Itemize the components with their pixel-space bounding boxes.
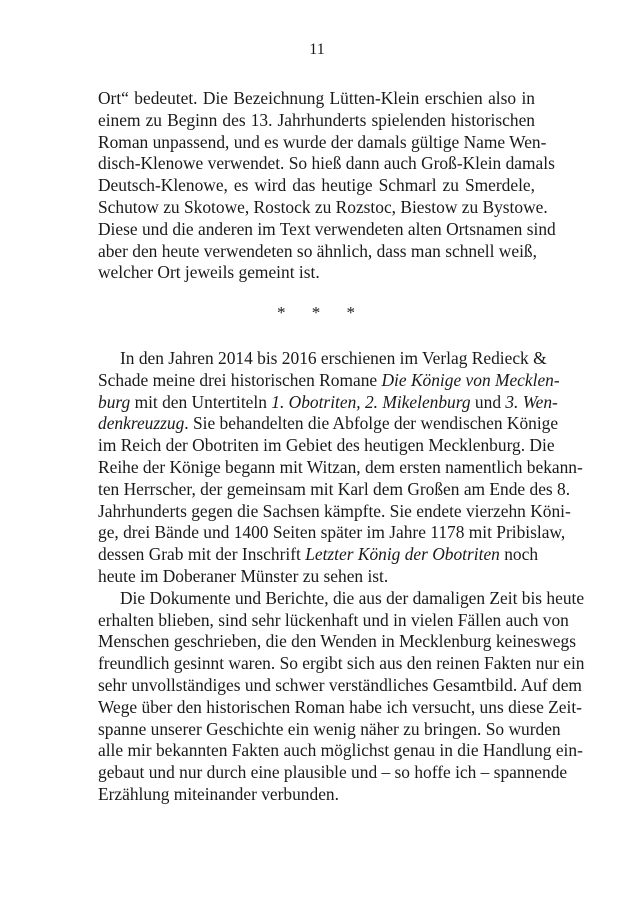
text-line: Menschen geschrieben, die den Wenden in Mecklenburg keineswegs (98, 631, 576, 652)
text-segment: und (470, 391, 506, 412)
paragraph-novels (98, 348, 585, 806)
text-line: im Reich der Obotriten im Gebiet des heutigen Mecklenburg. Die (98, 435, 555, 456)
text-line: Die Dokumente und Berichte, die aus der damaligen Zeit bis heute (120, 587, 585, 608)
subtitle-names: 1. Obotriten, 2. Mikelenburg (271, 391, 471, 412)
text-line: Ort“ bedeutet. Die Bezeichnung Lütten-Klein erschien also in (98, 88, 535, 108)
text-segment: . Sie behandelten die Abfolge der wendischen Könige (184, 413, 559, 434)
text-line (98, 369, 560, 392)
text-line: spanne unserer Geschichte ein wenig näher zu bringen. So wurden (98, 718, 561, 739)
book-title: Die Könige von Mecklen- (381, 369, 560, 390)
text-line: Deutsch-Klenowe, es wird das heutige Schmarl zu Smerdele, (98, 175, 535, 196)
text-line (98, 413, 559, 435)
text-line: sehr unvollständiges und schwer verständliches Gesamtbild. Auf dem (98, 674, 582, 695)
text-line: disch-Klenowe verwendet. So hieß dann auch Groß-Klein damals (98, 153, 555, 174)
text-segment: dessen Grab mit der Inschrift (98, 544, 306, 565)
text-line: Roman unpassend, und es wurde der damals gültige Name Wen- (98, 131, 547, 152)
paragraph-place-names (98, 88, 556, 284)
text-segment: Schade meine drei historischen Romane (98, 369, 382, 390)
text-line: alle mir bekannten Fakten auch möglichst genau in die Handlung ein- (98, 740, 583, 761)
text-line (98, 544, 539, 566)
page-number: 11 (309, 41, 325, 58)
text-line: aber den heute verwendeten so ähnlich, dass man schnell weiß, (98, 240, 537, 261)
book-title: burg (98, 391, 131, 412)
text-line: Reihe der Könige begann mit Witzan, dem ersten namentlich bekann- (98, 456, 583, 477)
text-line: welcher Ort jeweils gemeint ist. (98, 262, 320, 283)
text-line: Wege über den historischen Roman habe ich versucht, uns diese Zeit- (98, 696, 582, 717)
text-line: gebaut und nur durch eine plausible und – so hoffe ich – spannende (98, 762, 568, 783)
text-line: ge, drei Bände und 1400 Seiten später im Jahre 1178 mit Pribislaw, (98, 522, 566, 543)
text-line: freundlich gesinnt waren. So ergibt sich aus den reinen Fakten nur ein (98, 653, 585, 674)
text-line: Diese und die anderen im Text verwendeten alten Ortsnamen sind (98, 218, 556, 239)
text-segment: noch (499, 544, 539, 565)
section-separator: * * * (277, 303, 357, 322)
text-line: Schutow zu Skotowe, Rostock zu Rozstoc, Biestow zu Bystowe. (98, 196, 548, 217)
text-line: ten Herrscher, der gemeinsam mit Karl dem Großen am Ende des 8. (98, 478, 571, 499)
text-line: Erzählung miteinander verbunden. (98, 783, 339, 804)
text-line: Jahrhunderts gegen die Sachsen kämpfte. Sie endete vierzehn Köni- (98, 500, 571, 521)
text-line: einem zu Beginn des 13. Jahrhunderts spielenden historischen (98, 109, 535, 130)
text-line: In den Jahren 2014 bis 2016 erschienen im Verlag Redieck & (120, 348, 547, 368)
text-line: erhalten blieben, sind sehr lückenhaft und in vielen Fällen auch von (98, 609, 569, 630)
text-line: heute im Doberaner Münster zu sehen ist. (98, 565, 389, 586)
subtitle-names: 3. Wen- (505, 391, 558, 412)
text-line (98, 391, 558, 414)
subtitle-names: denkreuzzug (98, 413, 185, 434)
inscription: Letzter König der Obotriten (305, 544, 500, 565)
text-segment: mit den Untertiteln (130, 391, 272, 412)
